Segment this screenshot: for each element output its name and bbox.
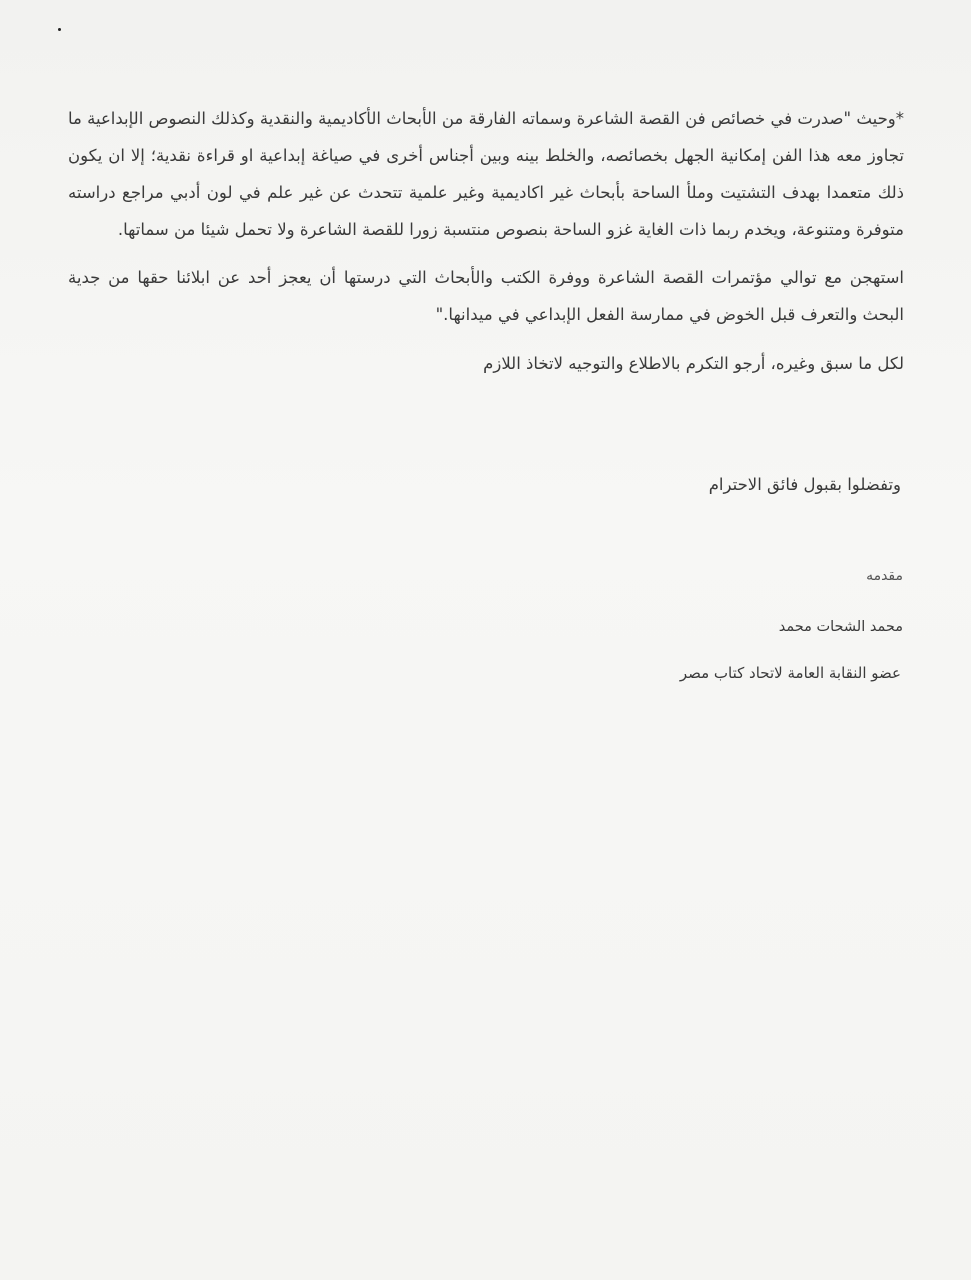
scan-speck [58,28,61,31]
paragraph-request: لكل ما سبق وغيره، أرجو التكرم بالاطلاع والتوجيه لاتخاذ اللازم [483,354,904,373]
paragraph-objection: استهجن مع توالي مؤتمرات القصة الشاعرة ووفرة الكتب والأبحاث التي درستها أن يعجز أحد عن ابلائنا حقها من جدية البحث والتعرف قبل الخوض في ممارسة الفعل الإبداعي في ميدانها." [68,268,904,324]
paragraph-quoted-statement: *وحيث "صدرت في خصائص فن القصة الشاعرة وسماته الفارقة من الأبحاث الأكاديمية والنقدية وكذلك النصوص الإبداعية ما تجاوز معه هذا الفن إمكانية الجهل بخصائصه، والخلط بينه وبين أجناس أخرى في صياغة إبداعية او قراءة نقدية؛ إلا ان يكون ذلك متعمدا بهدف التشتيت وملأ الساحة بأبحاث غير اكاديمية وغير علمية تتحدث عن غير علم في لون أدبي مراجع دراسته متوفرة ومتنوعة، ويخدم ربما ذات الغاية غزو الساحة بنصوص منتسبة زورا للقصة الشاعرة ولا تحمل شيئا من سماتها. [68,109,904,239]
author-name: محمد الشحات محمد [778,619,903,635]
presenter-label: مقدمه [866,568,903,584]
author-role: عضو النقابة العامة لاتحاد كتاب مصر [679,664,901,682]
letter-body [68,100,904,382]
closing-line: وتفضلوا بقبول فائق الاحترام [708,475,901,494]
